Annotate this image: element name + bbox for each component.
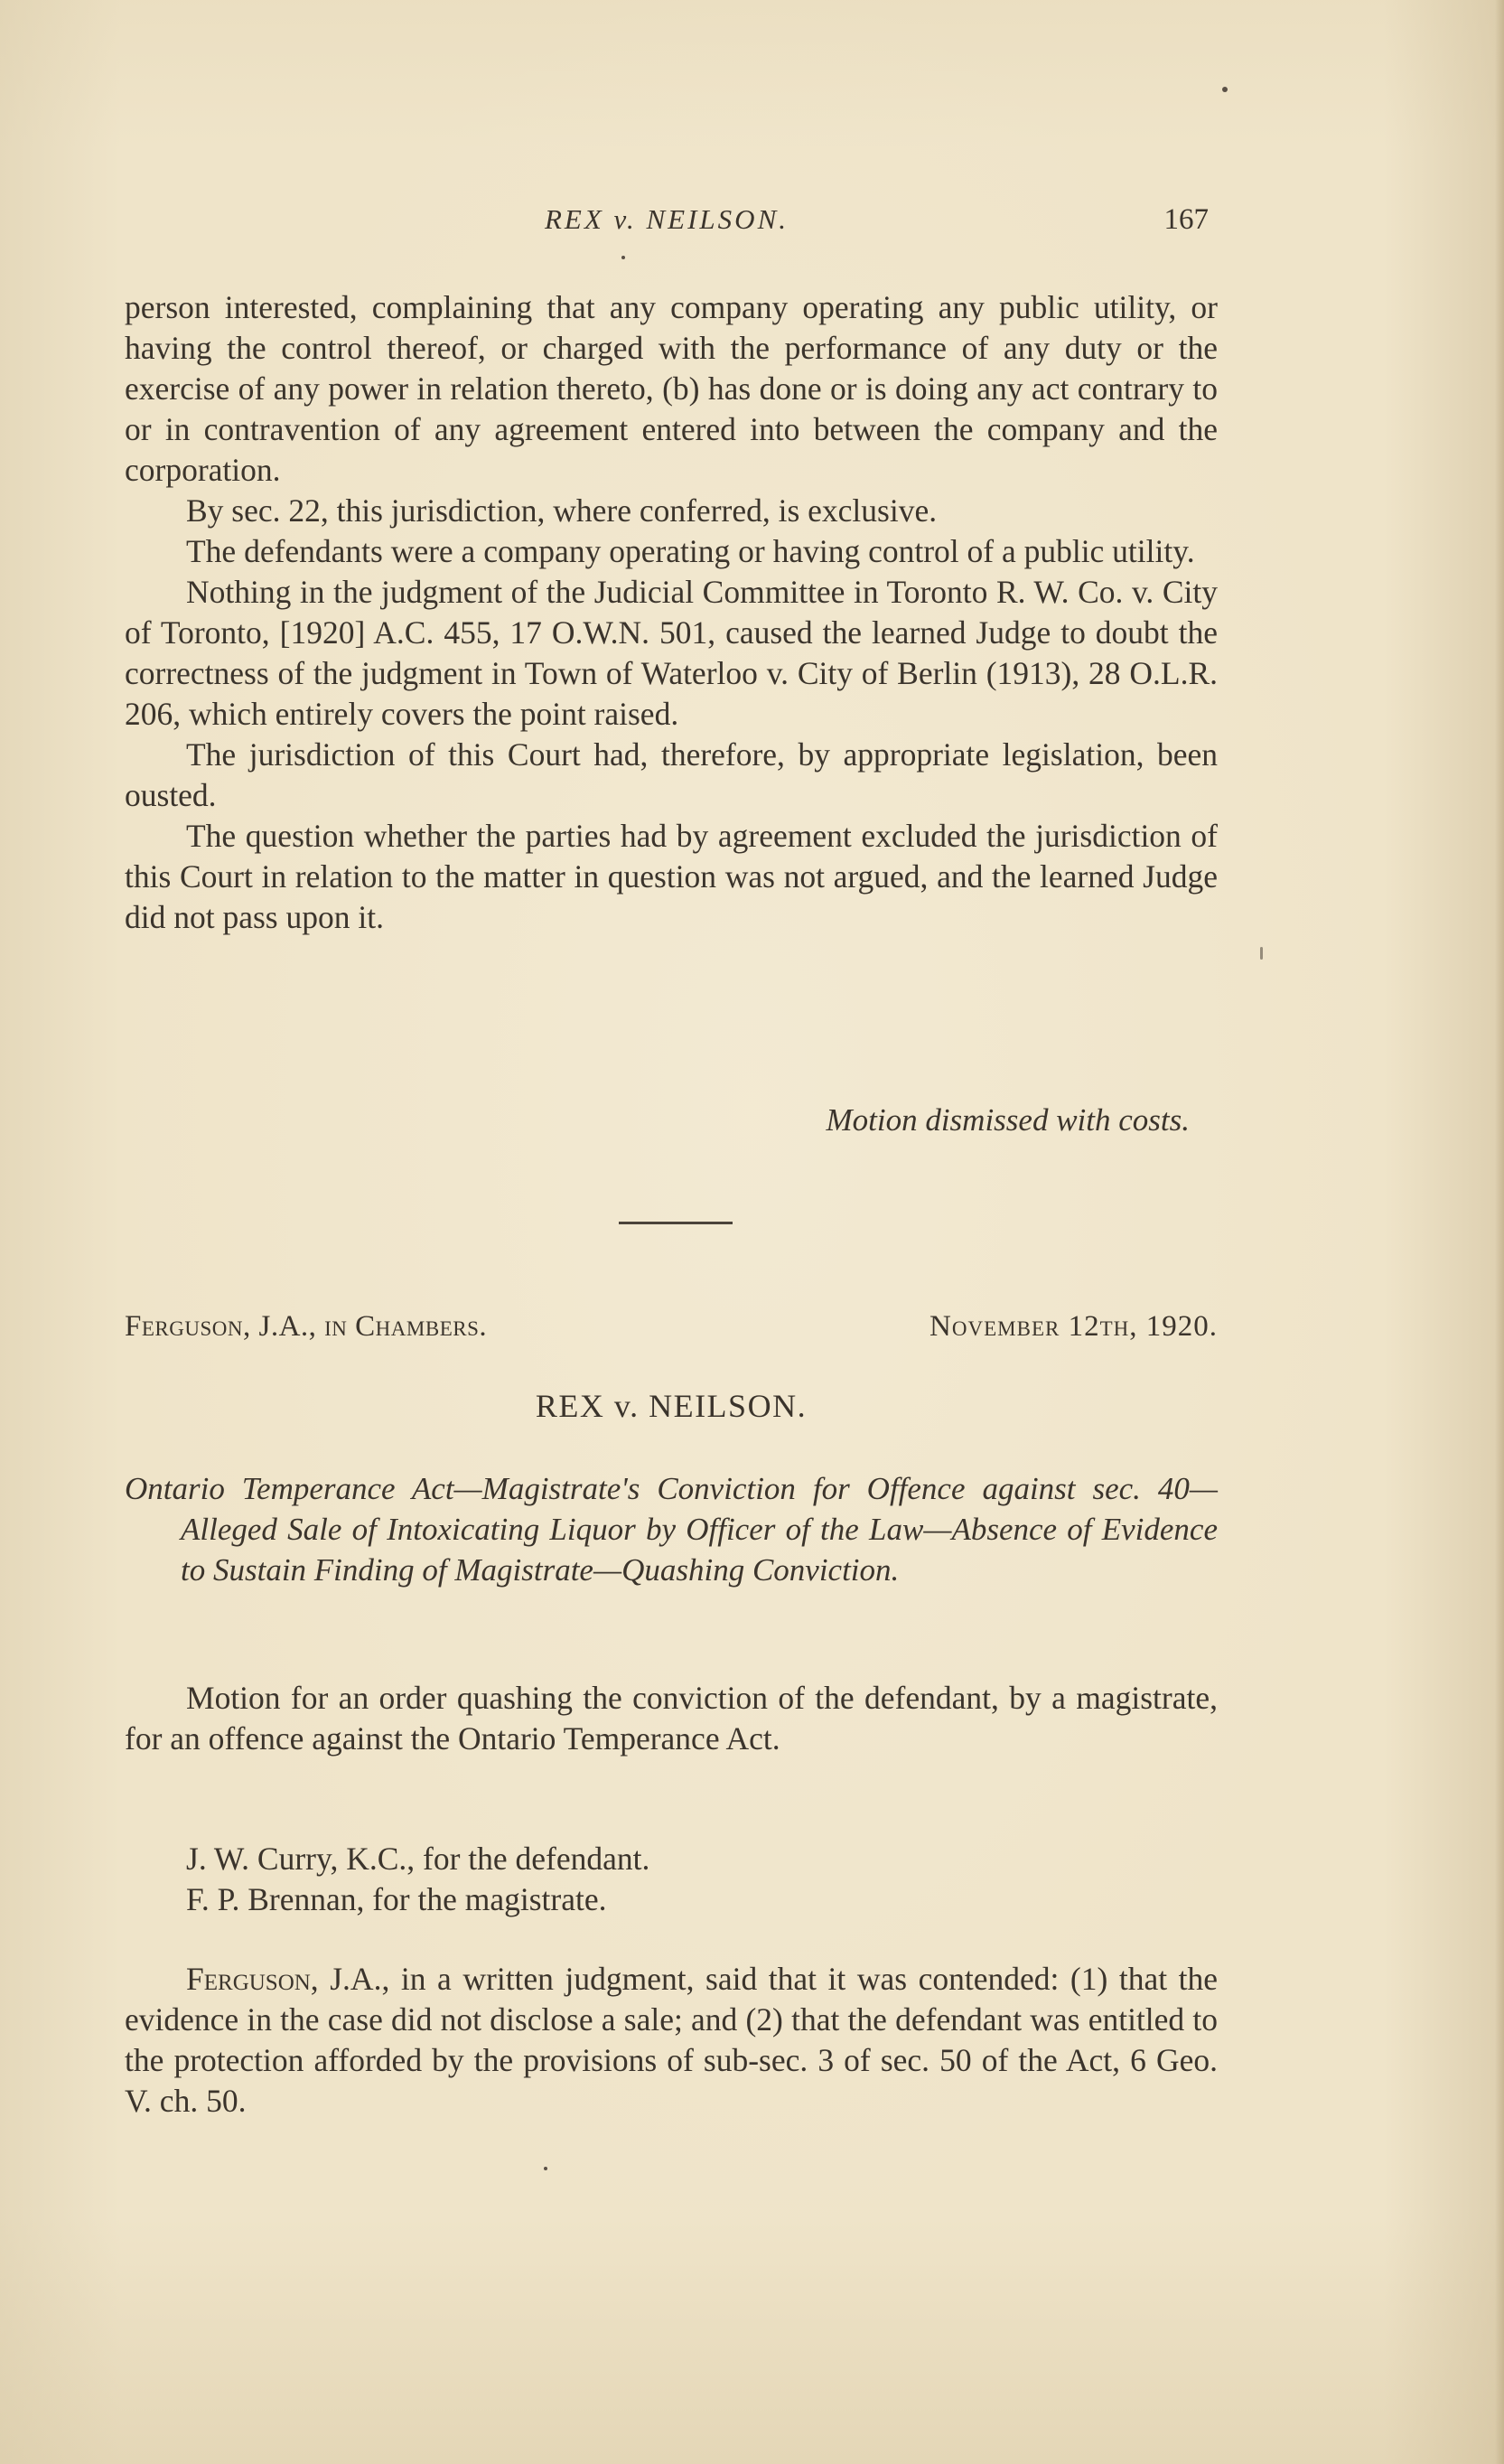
- case-header: [125, 1310, 1218, 1351]
- paragraph-judicial-committee: Nothing in the judgment of the Judicial Committee in Toronto R. W. Co. v. City of Toronto, [1920] A.C. 455, 17 O.W.N. 501, caused the learned Judge to doubt the correctness of the judgment in Town of Waterloo v. City of Berlin (1913), 28 O.L.R. 206, which entirely covers the point raised.: [125, 574, 1218, 732]
- paragraph-jurisdiction-ousted: The jurisdiction of this Court had, therefore, by appropriate legislation, been ousted.: [125, 736, 1218, 813]
- print-speck: [1260, 947, 1263, 960]
- counsel-magistrate: F. P. Brennan, for the magistrate.: [186, 1881, 607, 1917]
- disposition: Motion dismissed with costs.: [826, 1102, 1190, 1138]
- motion-paragraph: Motion for an order quashing the conviction of the defendant, by a magistrate, for an offence against the Ontario Temperance Act.: [125, 1680, 1218, 1757]
- page-number: 167: [1163, 203, 1209, 236]
- judgment-judge: Ferguson, J.A.: [186, 1961, 382, 1997]
- counsel-defendant: J. W. Curry, K.C., for the defendant.: [186, 1841, 650, 1877]
- judgment-paragraph: [125, 1959, 1218, 2122]
- paragraph-exclusive-jurisdiction: By sec. 22, this jurisdiction, where conferred, is exclusive.: [186, 492, 938, 529]
- headnote: Ontario Temperance Act—Magistrate's Conviction for Offence against sec. 40—Alleged Sale of Intoxicating Liquor by Officer of the Law—Absence of Evidence to Sustain Finding of Magistrate—Quashing Conviction.: [125, 1471, 1218, 1588]
- judgment-block: [125, 1959, 1218, 2122]
- case-judge: Ferguson, J.A., in Chambers.: [125, 1310, 488, 1343]
- print-speck: [1222, 87, 1228, 92]
- print-speck: [621, 256, 625, 259]
- motion-block: [125, 1678, 1218, 1759]
- running-title: REX v. NEILSON.: [544, 203, 789, 235]
- print-speck: [544, 2167, 547, 2170]
- case-title: REX v. NEILSON.: [535, 1388, 808, 1424]
- previous-case-text: [125, 287, 1218, 938]
- counsel-block: [125, 1839, 1218, 1920]
- paragraph-continuation: person interested, complaining that any company operating any public utility, or having the control thereof, or charged with the performance of any duty or the exercise of any power in relation thereto, (b) has done or is doing any act contrary to or in contravention of any agreement entered into between the company and the corporation.: [125, 289, 1218, 488]
- judgment-text: , in a written judgment, said that it was contended: (1) that the evidence in the case did not disclose a sale; and (2) that the defendant was entitled to the protection afforded by the provisions of sub-sec. 3 of sec. 50 of the Act, 6 Geo. V. ch. 50.: [125, 1961, 1218, 2119]
- paragraph-public-utility: The defendants were a company operating or having control of a public utility.: [186, 533, 1195, 569]
- running-head: [125, 203, 1209, 248]
- page-edge-shadow: [1495, 0, 1504, 2464]
- paragraph-question-not-argued: The question whether the parties had by agreement excluded the jurisdiction of this Court in relation to the matter in question was not argued, and the learned Judge did not pass upon it.: [125, 818, 1218, 935]
- section-divider: [619, 1222, 733, 1224]
- case-date: November 12th, 1920.: [929, 1310, 1218, 1343]
